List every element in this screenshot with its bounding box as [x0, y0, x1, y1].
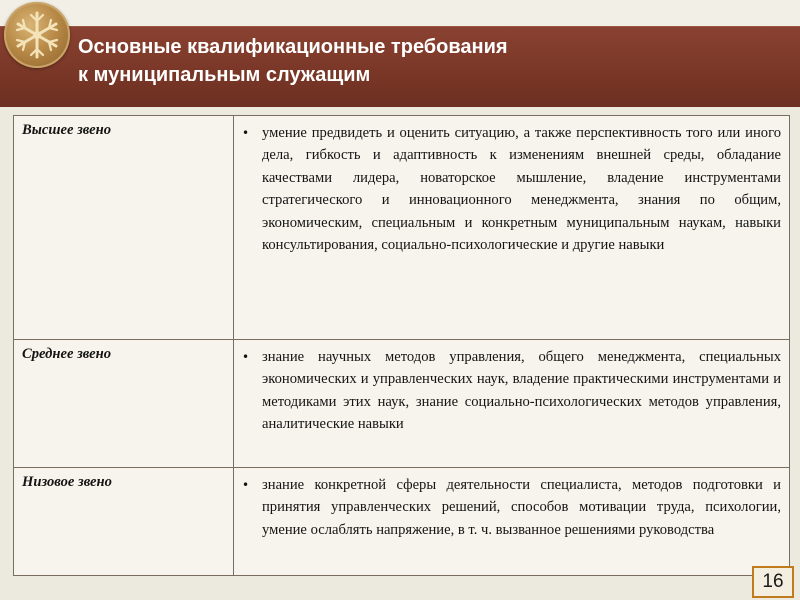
requirement-text: знание научных методов управления, общего менеджмента, специальных экономических и управленческих наук, владение практическими инструментами и методиками этих наук, знание социально-психологических методов управления, аналитические навыки — [262, 349, 781, 433]
bullet-icon: • — [242, 478, 250, 492]
bullet-icon: • — [242, 126, 250, 140]
requirement-cell — [234, 468, 790, 576]
page-number: 16 — [752, 566, 794, 598]
requirements-table — [13, 115, 790, 576]
title-line-2: к муниципальным служащим — [78, 64, 371, 86]
level-cell: Низовое звено — [14, 468, 234, 576]
snowflake-emblem-icon — [4, 2, 70, 68]
level-cell: Среднее звено — [14, 340, 234, 468]
bullet-icon: • — [242, 350, 250, 364]
slide-header — [0, 0, 800, 106]
requirement-text: знание конкретной сферы деятельности специалиста, методов подготовки и принятия управленческих решений, способов мотивации труда, психологии, умение ослаблять напряжение, в т. ч. вызванное решениями руководства — [262, 477, 781, 538]
table-row — [14, 468, 790, 576]
requirement-text: умение предвидеть и оценить ситуацию, а также перспективность того или иного дела, гибкость и адаптивность к изменениям внешней среды, обладание качествами лидера, новаторское мышление, владение инструментами стратегического и инновационного менеджмента, знания по общим, экономическим, специальным и конкретным муниципальным наукам, навыки консультирования, социально-психологические и другие навыки — [262, 125, 781, 254]
requirement-cell — [234, 116, 790, 340]
title-line-1: Основные квалификационные требования — [78, 36, 508, 58]
requirement-cell — [234, 340, 790, 468]
table-row — [14, 116, 790, 340]
level-cell: Высшее звено — [14, 116, 234, 340]
table-row — [14, 340, 790, 468]
slide-title — [78, 33, 778, 89]
